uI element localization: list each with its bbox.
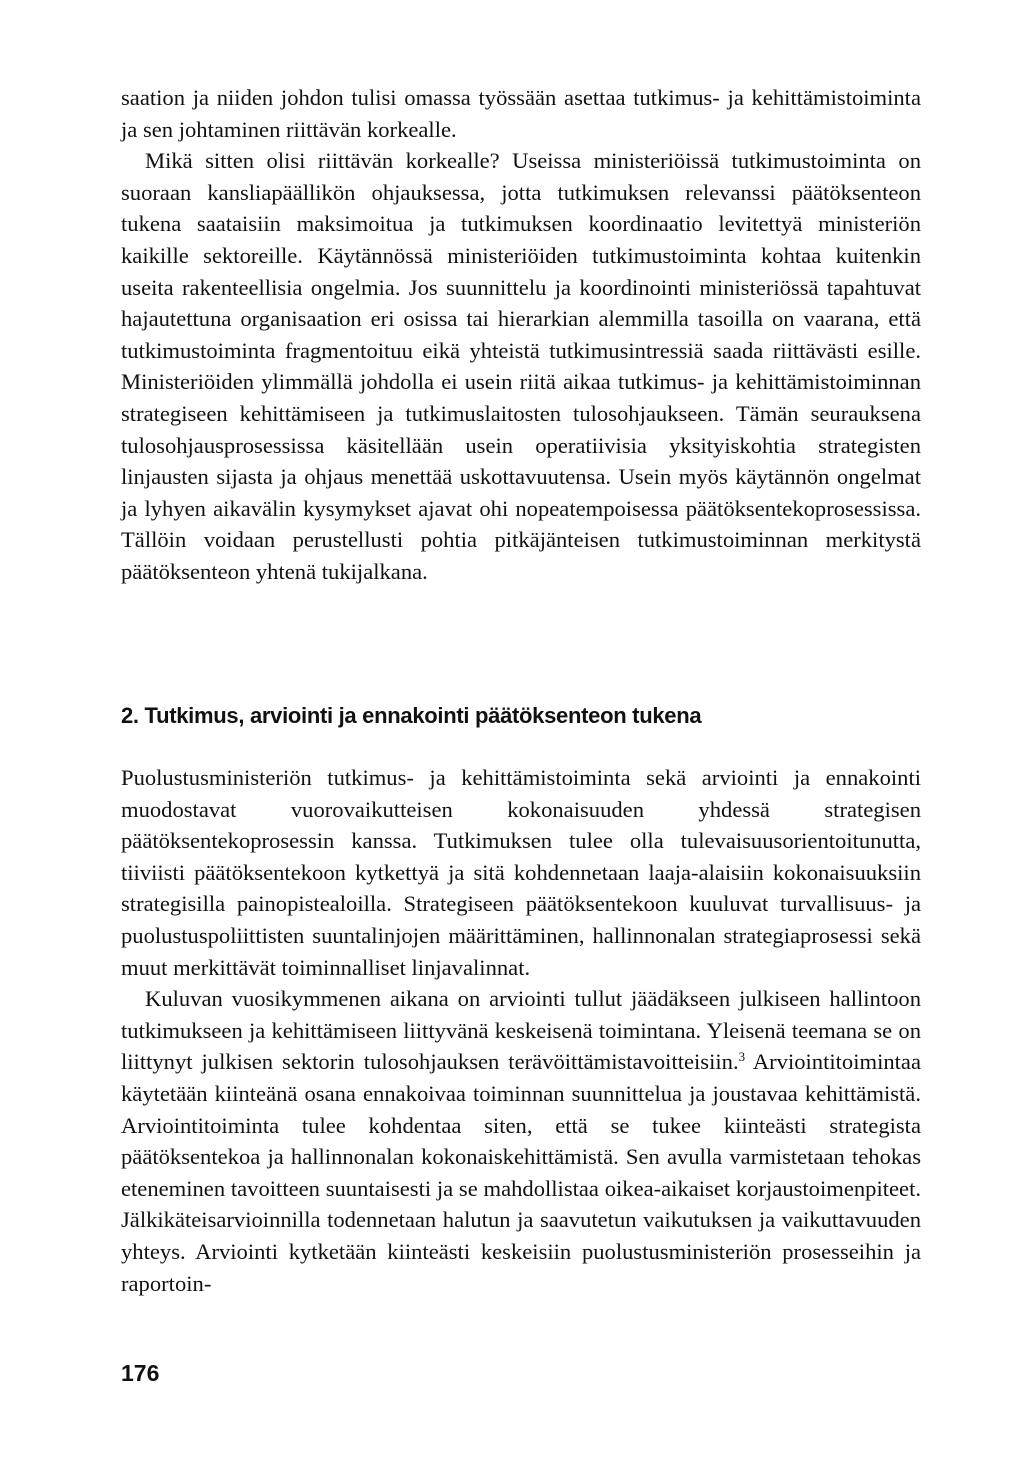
section-paragraph-2 [121,983,921,1299]
section-heading: 2. Tutkimus, arviointi ja ennakointi päätöksenteon tukena [121,703,702,728]
section-body [121,762,921,1299]
section-paragraph-1: Puolustusministeriön tutkimus- ja kehittämistoiminta sekä arviointi ja ennakointi muodostavat vuorovaikutteisen kokonaisuuden yhdessä strategisen päätöksentekoprosessin kanssa. Tutkimuksen tulee olla tulevaisuusorientoitunutta, tiiviisti päätöksentekoon kytkettyä ja sitä kohdennetaan laaja-alaisiin kokonaisuuksiin strategisilla painopistealoilla. Strategiseen päätöksentekoon kuuluvat turvallisuus- ja puolustuspoliittisten suuntalinjojen määrittäminen, hallinnonalan strategiaprosessi sekä muut merkittävät toiminnalliset linjavalinnat. [121,765,921,980]
intro-paragraph-2: Mikä sitten olisi riittävän korkealle? Useissa ministeriöissä tutkimustoiminta on suoraan kansliapäällikön ohjauksessa, jotta tutkimuksen relevanssi päätöksenteon tukena saataisiin maksimoitua ja tutkimuksen koordinaatio levitettyä ministeriön kaikille sektoreille. Käytännössä ministeriöiden tutkimustoiminta kohtaa kuitenkin useita rakenteellisia ongelmia. Jos suunnittelu ja koordinointi ministeriössä tapahtuvat hajautettuna organisaation eri osissa tai hierarkian alemmilla tasoilla on vaarana, että tutkimustoiminta fragmentoituu eikä yhteistä tutkimusintressiä saada riittävästi esille. Ministeriöiden ylimmällä johdolla ei usein riitä aikaa tutkimus- ja kehittämistoiminnan strategiseen kehittämiseen ja tutkimuslaitosten tulosohjaukseen. Tämän seurauksena tulosohjausprosessissa käsitellään usein operatiivisia yksityiskohtia strategisten linjausten sijasta ja ohjaus menettää uskottavuutensa. Usein myös käytännön ongelmat ja lyhyen aikavälin kysymykset ajavat ohi nopeatempoisessa päätöksentekoprosessissa. Tällöin voidaan perustellusti pohtia pitkäjänteisen tutkimustoiminnan merkitystä päätöksenteon yhtenä tukijalkana. [121,148,921,584]
page-content [121,82,921,1296]
page-number: 176 [121,1360,160,1386]
section-paragraph-2-text-a: Kuluvan vuosikymmenen aikana on arviointi tullut jäädäkseen julkiseen hallintoon tutkimukseen ja kehittämiseen liittyvänä keskeisenä toimintana. Yleisenä teemana se on liittynyt julkisen sektorin tulosohjauksen terävöittämistavoitteisiin. [121,986,921,1075]
section-paragraph-2-text-b: Arviointitoimintaa käytetään kiinteänä osana ennakoivaa toiminnan suunnittelua ja joustavaa kehittämistä. Arviointitoiminta tulee kohdentaa siten, että se tukee kiinteästi strategista päätöksentekoa ja hallinnonalan kokonaiskehittämistä. Sen avulla varmistetaan tehokas eteneminen tavoitteen suuntaisesti ja se mahdollistaa oikea-aikaiset korjaustoimenpiteet. Jälkikäteisarvioinnilla todennetaan halutun ja saavutetun vaikutuksen ja vaikuttavuuden yhteys. Arviointi kytketään kiinteästi keskeisiin puolustusministeriön prosesseihin ja raportoin- [121,1049,921,1296]
intro-paragraph-1: saation ja niiden johdon tulisi omassa työssään asettaa tutkimus- ja kehittämistoiminta ja sen johtaminen riittävän korkealle. [121,85,921,142]
footnote-reference[interactable]: 3 [738,1049,746,1065]
